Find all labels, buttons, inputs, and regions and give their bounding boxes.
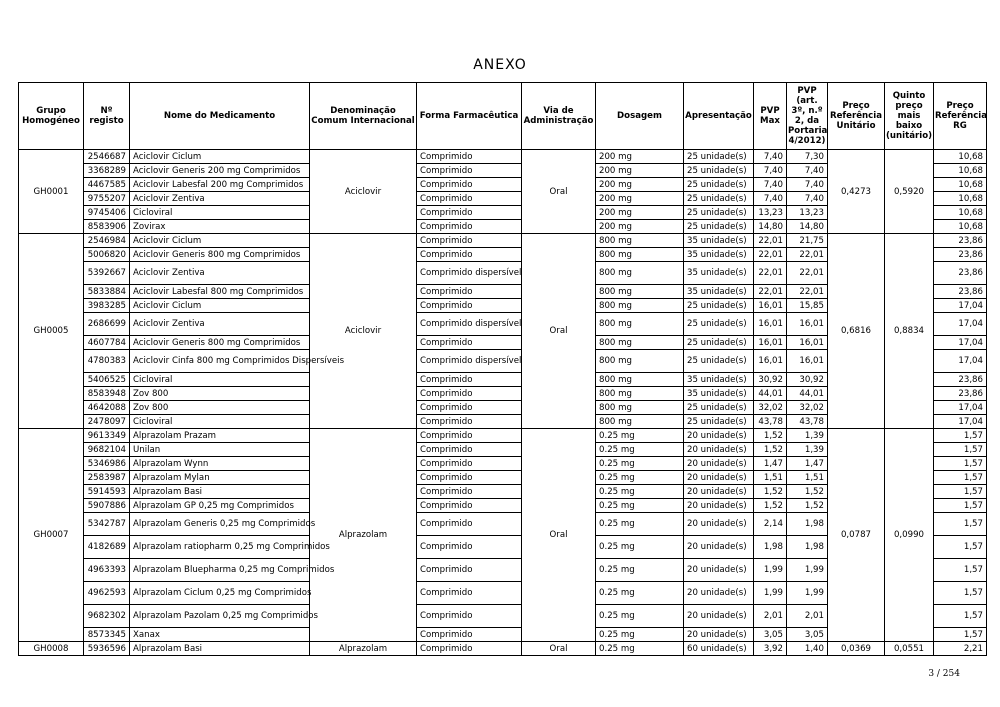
cell-pvp-art: 15,85 <box>787 299 828 313</box>
cell-nome: Xanax <box>130 628 310 642</box>
table-row <box>19 150 987 164</box>
cell-pvp-max: 16,01 <box>754 313 787 336</box>
cell-preco-rg: 23,86 <box>934 373 987 387</box>
cell-dci: Alprazolam <box>310 429 417 642</box>
cell-nome: Aciclovir Generis 200 mg Comprimidos <box>130 164 310 178</box>
cell-dosagem: 800 mg <box>596 248 684 262</box>
table-row <box>19 642 987 656</box>
cell-dosagem: 200 mg <box>596 164 684 178</box>
cell-apresentacao: 20 unidade(s) <box>684 471 754 485</box>
cell-dosagem: 800 mg <box>596 336 684 350</box>
table-body <box>19 150 987 656</box>
cell-nome: Alprazolam Ciclum 0,25 mg Comprimidos <box>130 582 310 605</box>
cell-dosagem: 0.25 mg <box>596 605 684 628</box>
cell-quinto: 0,0551 <box>885 642 934 656</box>
cell-registo: 4642088 <box>84 401 130 415</box>
cell-forma: Comprimido <box>417 387 522 401</box>
cell-pvp-max: 16,01 <box>754 336 787 350</box>
cell-forma: Comprimido <box>417 471 522 485</box>
cell-nome: Alprazolam Mylan <box>130 471 310 485</box>
cell-forma: Comprimido <box>417 248 522 262</box>
cell-grupo: GH0007 <box>19 429 84 642</box>
cell-apresentacao: 25 unidade(s) <box>684 220 754 234</box>
cell-apresentacao: 35 unidade(s) <box>684 387 754 401</box>
cell-pvp-art: 22,01 <box>787 285 828 299</box>
cell-nome: Zovirax <box>130 220 310 234</box>
cell-grupo: GH0005 <box>19 234 84 429</box>
cell-forma: Comprimido <box>417 605 522 628</box>
cell-registo: 4607784 <box>84 336 130 350</box>
cell-apresentacao: 25 unidade(s) <box>684 299 754 313</box>
cell-registo: 3983285 <box>84 299 130 313</box>
cell-registo: 4962593 <box>84 582 130 605</box>
cell-grupo: GH0001 <box>19 150 84 234</box>
cell-pvp-art: 32,02 <box>787 401 828 415</box>
cell-pvp-art: 1,52 <box>787 499 828 513</box>
cell-dosagem: 0.25 mg <box>596 536 684 559</box>
cell-preco-ref: 0,0369 <box>828 642 885 656</box>
cell-nome: Aciclovir Cinfa 800 mg Comprimidos Dispersíveis <box>130 350 310 373</box>
cell-preco-ref: 0,4273 <box>828 150 885 234</box>
cell-nome: Aciclovir Generis 800 mg Comprimidos <box>130 336 310 350</box>
cell-preco-ref: 0,6816 <box>828 234 885 429</box>
cell-dosagem: 800 mg <box>596 285 684 299</box>
cell-apresentacao: 20 unidade(s) <box>684 582 754 605</box>
cell-registo: 4182689 <box>84 536 130 559</box>
cell-apresentacao: 35 unidade(s) <box>684 285 754 299</box>
cell-registo: 5346986 <box>84 457 130 471</box>
cell-preco-rg: 1,57 <box>934 582 987 605</box>
cell-nome: Aciclovir Zentiva <box>130 262 310 285</box>
cell-forma: Comprimido <box>417 178 522 192</box>
cell-nome: Aciclovir Ciclum <box>130 150 310 164</box>
header-preco-rg: Preço Referência RG <box>934 83 987 150</box>
cell-nome: Alprazolam GP 0,25 mg Comprimidos <box>130 499 310 513</box>
cell-apresentacao: 25 unidade(s) <box>684 336 754 350</box>
cell-preco-rg: 10,68 <box>934 220 987 234</box>
cell-dosagem: 0.25 mg <box>596 485 684 499</box>
header-pvp-art: PVP (art. 3º, n.º 2, da Portaria 4/2012) <box>787 83 828 150</box>
cell-pvp-art: 1,51 <box>787 471 828 485</box>
cell-nome: Aciclovir Ciclum <box>130 234 310 248</box>
cell-apresentacao: 35 unidade(s) <box>684 262 754 285</box>
header-dosagem: Dosagem <box>596 83 684 150</box>
cell-forma: Comprimido <box>417 628 522 642</box>
cell-forma: Comprimido <box>417 457 522 471</box>
cell-pvp-art: 1,99 <box>787 559 828 582</box>
cell-preco-rg: 23,86 <box>934 387 987 401</box>
cell-apresentacao: 20 unidade(s) <box>684 457 754 471</box>
cell-forma: Comprimido <box>417 415 522 429</box>
cell-quinto: 0,5920 <box>885 150 934 234</box>
cell-pvp-max: 1,51 <box>754 471 787 485</box>
cell-pvp-art: 44,01 <box>787 387 828 401</box>
cell-pvp-max: 14,80 <box>754 220 787 234</box>
cell-registo: 9755207 <box>84 192 130 206</box>
cell-registo: 2686699 <box>84 313 130 336</box>
cell-pvp-art: 16,01 <box>787 313 828 336</box>
cell-registo: 2546984 <box>84 234 130 248</box>
cell-preco-rg: 17,04 <box>934 350 987 373</box>
cell-dosagem: 800 mg <box>596 387 684 401</box>
cell-pvp-art: 16,01 <box>787 350 828 373</box>
cell-registo: 2583987 <box>84 471 130 485</box>
cell-dosagem: 800 mg <box>596 262 684 285</box>
cell-registo: 2478097 <box>84 415 130 429</box>
cell-forma: Comprimido <box>417 220 522 234</box>
cell-registo: 4780383 <box>84 350 130 373</box>
cell-pvp-art: 7,40 <box>787 192 828 206</box>
cell-dosagem: 200 mg <box>596 178 684 192</box>
table-row <box>19 429 987 443</box>
cell-preco-rg: 1,57 <box>934 485 987 499</box>
cell-apresentacao: 20 unidade(s) <box>684 536 754 559</box>
cell-via: Oral <box>522 429 596 642</box>
cell-pvp-max: 30,92 <box>754 373 787 387</box>
cell-preco-rg: 17,04 <box>934 401 987 415</box>
cell-registo: 2546687 <box>84 150 130 164</box>
cell-registo: 5936596 <box>84 642 130 656</box>
cell-pvp-max: 1,52 <box>754 429 787 443</box>
cell-dosagem: 0.25 mg <box>596 457 684 471</box>
cell-dosagem: 0.25 mg <box>596 429 684 443</box>
cell-pvp-art: 1,47 <box>787 457 828 471</box>
header-apresentacao: Apresentação <box>684 83 754 150</box>
cell-dosagem: 0.25 mg <box>596 559 684 582</box>
cell-preco-rg: 17,04 <box>934 299 987 313</box>
cell-forma: Comprimido <box>417 582 522 605</box>
cell-pvp-art: 1,39 <box>787 429 828 443</box>
cell-pvp-max: 3,92 <box>754 642 787 656</box>
cell-registo: 8583906 <box>84 220 130 234</box>
cell-pvp-max: 1,98 <box>754 536 787 559</box>
cell-dosagem: 800 mg <box>596 401 684 415</box>
cell-apresentacao: 25 unidade(s) <box>684 206 754 220</box>
cell-preco-rg: 23,86 <box>934 285 987 299</box>
cell-forma: Comprimido <box>417 299 522 313</box>
table-row <box>19 234 987 248</box>
cell-pvp-art: 1,39 <box>787 443 828 457</box>
cell-registo: 8573345 <box>84 628 130 642</box>
cell-dosagem: 800 mg <box>596 373 684 387</box>
cell-apresentacao: 25 unidade(s) <box>684 350 754 373</box>
cell-dosagem: 800 mg <box>596 234 684 248</box>
cell-forma: Comprimido <box>417 206 522 220</box>
cell-nome: Alprazolam Pazolam 0,25 mg Comprimidos <box>130 605 310 628</box>
cell-forma: Comprimido <box>417 336 522 350</box>
cell-preco-rg: 1,57 <box>934 513 987 536</box>
cell-preco-rg: 23,86 <box>934 234 987 248</box>
cell-preco-rg: 17,04 <box>934 415 987 429</box>
cell-apresentacao: 20 unidade(s) <box>684 513 754 536</box>
header-preco-ref: Preço Referência Unitário <box>828 83 885 150</box>
cell-preco-rg: 23,86 <box>934 262 987 285</box>
cell-pvp-max: 1,52 <box>754 499 787 513</box>
cell-preco-rg: 1,57 <box>934 559 987 582</box>
cell-via: Oral <box>522 150 596 234</box>
cell-apresentacao: 20 unidade(s) <box>684 429 754 443</box>
cell-registo: 9682104 <box>84 443 130 457</box>
cell-forma: Comprimido <box>417 164 522 178</box>
cell-apresentacao: 25 unidade(s) <box>684 192 754 206</box>
cell-dosagem: 0.25 mg <box>596 513 684 536</box>
cell-pvp-max: 16,01 <box>754 350 787 373</box>
cell-preco-rg: 10,68 <box>934 150 987 164</box>
cell-registo: 4963393 <box>84 559 130 582</box>
cell-via: Oral <box>522 642 596 656</box>
cell-registo: 5392667 <box>84 262 130 285</box>
cell-pvp-max: 22,01 <box>754 234 787 248</box>
cell-registo: 4467585 <box>84 178 130 192</box>
cell-dosagem: 0.25 mg <box>596 471 684 485</box>
cell-forma: Comprimido <box>417 150 522 164</box>
cell-pvp-max: 7,40 <box>754 192 787 206</box>
cell-pvp-art: 2,01 <box>787 605 828 628</box>
cell-apresentacao: 20 unidade(s) <box>684 559 754 582</box>
header-pvp-max: PVP Max <box>754 83 787 150</box>
cell-pvp-max: 1,99 <box>754 559 787 582</box>
cell-forma: Comprimido <box>417 192 522 206</box>
cell-apresentacao: 25 unidade(s) <box>684 178 754 192</box>
cell-apresentacao: 20 unidade(s) <box>684 628 754 642</box>
cell-pvp-max: 1,99 <box>754 582 787 605</box>
cell-nome: Alprazolam Bluepharma 0,25 mg Comprimidos <box>130 559 310 582</box>
cell-forma: Comprimido <box>417 642 522 656</box>
cell-forma: Comprimido <box>417 285 522 299</box>
cell-dosagem: 800 mg <box>596 299 684 313</box>
cell-nome: Aciclovir Generis 800 mg Comprimidos <box>130 248 310 262</box>
cell-apresentacao: 25 unidade(s) <box>684 401 754 415</box>
cell-pvp-max: 7,40 <box>754 178 787 192</box>
cell-pvp-art: 1,99 <box>787 582 828 605</box>
cell-preco-rg: 1,57 <box>934 605 987 628</box>
cell-registo: 9682302 <box>84 605 130 628</box>
cell-pvp-max: 7,40 <box>754 164 787 178</box>
cell-registo: 5914593 <box>84 485 130 499</box>
header-nome: Nome do Medicamento <box>130 83 310 150</box>
cell-preco-rg: 17,04 <box>934 336 987 350</box>
cell-forma: Comprimido dispersível <box>417 313 522 336</box>
cell-registo: 9745406 <box>84 206 130 220</box>
cell-nome: Aciclovir Ciclum <box>130 299 310 313</box>
cell-quinto: 0,0990 <box>885 429 934 642</box>
table-header-row <box>19 83 987 150</box>
cell-pvp-art: 13,23 <box>787 206 828 220</box>
cell-preco-rg: 1,57 <box>934 628 987 642</box>
cell-forma: Comprimido <box>417 485 522 499</box>
cell-pvp-max: 3,05 <box>754 628 787 642</box>
cell-nome: Aciclovir Labesfal 200 mg Comprimidos <box>130 178 310 192</box>
cell-pvp-art: 22,01 <box>787 248 828 262</box>
cell-pvp-art: 1,52 <box>787 485 828 499</box>
cell-nome: Cicloviral <box>130 206 310 220</box>
cell-preco-rg: 1,57 <box>934 499 987 513</box>
cell-pvp-max: 7,40 <box>754 150 787 164</box>
cell-preco-rg: 1,57 <box>934 536 987 559</box>
header-via: Via de Administração <box>522 83 596 150</box>
cell-dosagem: 0.25 mg <box>596 499 684 513</box>
cell-pvp-max: 1,52 <box>754 443 787 457</box>
cell-pvp-max: 44,01 <box>754 387 787 401</box>
cell-pvp-art: 30,92 <box>787 373 828 387</box>
cell-nome: Alprazolam Basi <box>130 485 310 499</box>
cell-pvp-max: 13,23 <box>754 206 787 220</box>
cell-forma: Comprimido <box>417 499 522 513</box>
cell-pvp-max: 32,02 <box>754 401 787 415</box>
cell-preco-rg: 23,86 <box>934 248 987 262</box>
cell-registo: 5342787 <box>84 513 130 536</box>
cell-dci: Aciclovir <box>310 150 417 234</box>
header-registo: Nº registo <box>84 83 130 150</box>
cell-pvp-art: 3,05 <box>787 628 828 642</box>
header-dci: Denominação Comum Internacional <box>310 83 417 150</box>
cell-registo: 8583948 <box>84 387 130 401</box>
cell-pvp-max: 1,52 <box>754 485 787 499</box>
cell-forma: Comprimido <box>417 429 522 443</box>
cell-forma: Comprimido <box>417 443 522 457</box>
cell-nome: Alprazolam Basi <box>130 642 310 656</box>
cell-apresentacao: 20 unidade(s) <box>684 499 754 513</box>
cell-preco-rg: 10,68 <box>934 178 987 192</box>
cell-dosagem: 0.25 mg <box>596 582 684 605</box>
cell-pvp-max: 2,01 <box>754 605 787 628</box>
cell-pvp-max: 16,01 <box>754 299 787 313</box>
cell-pvp-art: 22,01 <box>787 262 828 285</box>
cell-quinto: 0,8834 <box>885 234 934 429</box>
cell-registo: 3368289 <box>84 164 130 178</box>
cell-pvp-max: 1,47 <box>754 457 787 471</box>
cell-pvp-art: 16,01 <box>787 336 828 350</box>
cell-apresentacao: 20 unidade(s) <box>684 605 754 628</box>
page-number: 3 / 254 <box>928 669 960 679</box>
cell-dosagem: 200 mg <box>596 206 684 220</box>
cell-forma: Comprimido <box>417 373 522 387</box>
header-quinto: Quinto preço mais baixo (unitário) <box>885 83 934 150</box>
cell-pvp-art: 1,98 <box>787 513 828 536</box>
cell-pvp-max: 43,78 <box>754 415 787 429</box>
cell-pvp-art: 21,75 <box>787 234 828 248</box>
cell-registo: 5006820 <box>84 248 130 262</box>
cell-registo: 5406525 <box>84 373 130 387</box>
cell-preco-rg: 10,68 <box>934 164 987 178</box>
cell-pvp-art: 7,40 <box>787 164 828 178</box>
cell-pvp-art: 1,40 <box>787 642 828 656</box>
cell-pvp-max: 22,01 <box>754 262 787 285</box>
cell-forma: Comprimido dispersível <box>417 262 522 285</box>
cell-registo: 9613349 <box>84 429 130 443</box>
cell-apresentacao: 20 unidade(s) <box>684 485 754 499</box>
cell-registo: 5833884 <box>84 285 130 299</box>
cell-nome: Alprazolam Wynn <box>130 457 310 471</box>
cell-apresentacao: 25 unidade(s) <box>684 313 754 336</box>
cell-nome: Aciclovir Zentiva <box>130 192 310 206</box>
cell-via: Oral <box>522 234 596 429</box>
cell-pvp-max: 22,01 <box>754 285 787 299</box>
cell-dosagem: 0.25 mg <box>596 642 684 656</box>
cell-apresentacao: 20 unidade(s) <box>684 443 754 457</box>
cell-preco-rg: 1,57 <box>934 443 987 457</box>
cell-registo: 5907886 <box>84 499 130 513</box>
cell-pvp-art: 14,80 <box>787 220 828 234</box>
cell-forma: Comprimido dispersível <box>417 350 522 373</box>
cell-nome: Aciclovir Zentiva <box>130 313 310 336</box>
cell-forma: Comprimido <box>417 401 522 415</box>
cell-preco-rg: 10,68 <box>934 192 987 206</box>
cell-apresentacao: 35 unidade(s) <box>684 234 754 248</box>
cell-preco-rg: 2,21 <box>934 642 987 656</box>
cell-nome: Cicloviral <box>130 415 310 429</box>
cell-nome: Zov 800 <box>130 387 310 401</box>
cell-dosagem: 200 mg <box>596 220 684 234</box>
page-title: ANEXO <box>473 57 527 73</box>
cell-apresentacao: 35 unidade(s) <box>684 373 754 387</box>
cell-preco-rg: 1,57 <box>934 457 987 471</box>
cell-dci: Alprazolam <box>310 642 417 656</box>
cell-forma: Comprimido <box>417 559 522 582</box>
cell-nome: Alprazolam Generis 0,25 mg Comprimidos <box>130 513 310 536</box>
cell-pvp-max: 22,01 <box>754 248 787 262</box>
cell-dci: Aciclovir <box>310 234 417 429</box>
cell-grupo: GH0008 <box>19 642 84 656</box>
cell-apresentacao: 25 unidade(s) <box>684 164 754 178</box>
cell-forma: Comprimido <box>417 513 522 536</box>
cell-preco-rg: 1,57 <box>934 429 987 443</box>
cell-nome: Aciclovir Labesfal 800 mg Comprimidos <box>130 285 310 299</box>
cell-nome: Unilan <box>130 443 310 457</box>
cell-pvp-art: 43,78 <box>787 415 828 429</box>
cell-nome: Zov 800 <box>130 401 310 415</box>
medicines-table <box>18 82 987 656</box>
header-forma: Forma Farmacêutica <box>417 83 522 150</box>
header-grupo: Grupo Homogéneo <box>19 83 84 150</box>
cell-apresentacao: 60 unidade(s) <box>684 642 754 656</box>
cell-pvp-max: 2,14 <box>754 513 787 536</box>
cell-apresentacao: 25 unidade(s) <box>684 415 754 429</box>
cell-dosagem: 0.25 mg <box>596 443 684 457</box>
cell-nome: Cicloviral <box>130 373 310 387</box>
cell-dosagem: 800 mg <box>596 313 684 336</box>
cell-preco-ref: 0,0787 <box>828 429 885 642</box>
cell-dosagem: 200 mg <box>596 150 684 164</box>
cell-forma: Comprimido <box>417 234 522 248</box>
cell-apresentacao: 35 unidade(s) <box>684 248 754 262</box>
cell-dosagem: 800 mg <box>596 415 684 429</box>
cell-dosagem: 800 mg <box>596 350 684 373</box>
cell-pvp-art: 7,40 <box>787 178 828 192</box>
cell-dosagem: 200 mg <box>596 192 684 206</box>
cell-preco-rg: 10,68 <box>934 206 987 220</box>
cell-dosagem: 0.25 mg <box>596 628 684 642</box>
cell-apresentacao: 25 unidade(s) <box>684 150 754 164</box>
cell-nome: Alprazolam Prazam <box>130 429 310 443</box>
cell-preco-rg: 1,57 <box>934 471 987 485</box>
cell-forma: Comprimido <box>417 536 522 559</box>
cell-preco-rg: 17,04 <box>934 313 987 336</box>
cell-pvp-art: 1,98 <box>787 536 828 559</box>
cell-nome: Alprazolam ratiopharm 0,25 mg Comprimidos <box>130 536 310 559</box>
cell-pvp-art: 7,30 <box>787 150 828 164</box>
